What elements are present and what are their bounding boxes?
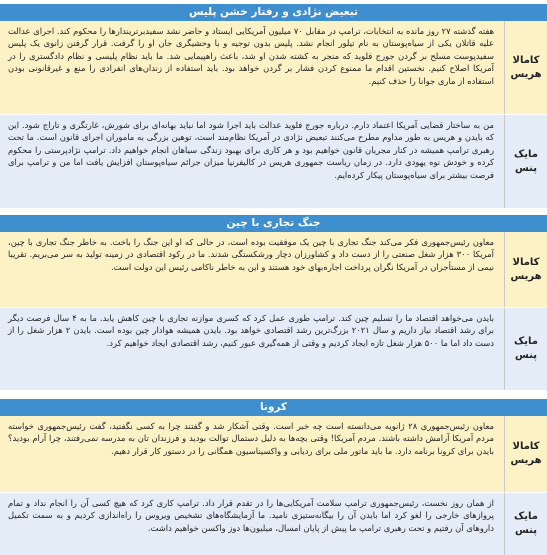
row-harris-corona — [0, 416, 547, 492]
statement-text: معاون رئیس‌جمهوری فکر می‌کند جنگ تجاری با چین یک موفقیت بوده است، در حالی که او این جنگ را باخت. به خاطر جنگ تجاری با چین، آمریکا ۳۰۰ هزار شغل صنعتی را از دست داد و کشاورزان دچار ورشکستگی شدند. ما در رکود اقتصادی در زمینه تولید به سر می‌بریم. تقریبا نیمی از مستأجران در آمریکا نگران پرداخت اجاره‌بهای خود هستند و این به خاطر ناکامی رئیس این دولت است. — [8, 237, 494, 272]
speaker-label — [504, 493, 547, 555]
speaker-label — [504, 308, 547, 390]
speaker-first-name: کامالا — [512, 256, 540, 268]
row-harris-trade — [0, 232, 547, 307]
row-pence-corona — [0, 493, 547, 555]
row-pence-trade — [0, 308, 547, 390]
speaker-first-name: مایک — [514, 148, 538, 160]
speaker-last-name: پنس — [515, 350, 537, 361]
speaker-first-name: مایک — [514, 336, 538, 347]
speaker-label — [504, 115, 547, 208]
speaker-last-name: هریس — [510, 270, 542, 282]
statement-text: من به ساختار قضایی آمریکا اعتماد دارم. درباره جورج فلوید عدالت باید اجرا شود اما نباید بهانه‌ای برای شورش، غارتگری و تاراج شود. این که بایدن و هریس به طور مداوم مطرح می‌کنند تبعیض نژادی در آمریکا نظام‌مند است، توهین بزرگی به ماموران اجرای قانون است. ما تحت رهبری ترامپ همیشه در کنار مجریان قانون خواهیم بود و هر کاری برای بهبود زندگی سیاهان انجام خواهیم داد. ترامپ نژادپرستی را محکوم کرده و خودش نوه یهودی دارد. در زمان ریاست جمهوری هریس در کالیفرنیا میزان جرائم سیاه‌پوستان افزایش یافت اما من و ترامپ برای فرصت بیشتر برای سیاه‌پوستان پیکار کرده‌ایم. — [8, 120, 494, 180]
section-title-trade-war: جنگ تجاری با چین — [0, 215, 547, 232]
statement-text: هفته گذشته ۲۷ روز مانده به انتخابات، ترامپ در مقابل ۷۰ میلیون آمریکایی ایستاد و حاضر نشد سفیدبرتریندارها را محکوم کند. اجرای عدالت علیه قاتلان یکی از سیاه‌پوستان به نام تیلور انجام نشد. پلیس بدون توجیه و با وحشیگری جان او را گرفت. قرار گرفتن زانوی یک پلیس سفیدپوست مسلح بر گردن جورج فلوید که منجر به کشته شدن او شد، باعث راهپیمایی شد. ما باید نظام پلیسی و نظام دادگستری را در آمریکا اصلاح کنیم. نخستین اقدام ما ممنوع کردن فشار بر گردن خواهد بود. باید استفاده از زندان‌های انفرادی را منع و غیرقانونی بودن استفاده از ماری جوانا را حذف کنیم. — [8, 26, 494, 86]
statement-text: بایدن می‌خواهد اقتصاد ما را تسلیم چین کند. ترامپ طوری عمل کرد که کسری موازنه تجاری با چین کاهش یابد. ما به ۴ سال فرصت دیگر برای رشد اقتصاد نیاز داریم و سال ۲۰۲۱ بزرگ‌ترین رشد اقتصادی خواهد بود. بایدن همیشه هوادار چین بوده است. بایدن ۲ هزار شغل را از دست داد اما ما ۵۰۰ هزار شغل تازه ایجاد کردیم و وقتی از همه‌گیری عبور کنیم، رشد اقتصادی ایجاد خواهیم کرد. — [8, 313, 494, 348]
row-pence-racism — [0, 115, 547, 208]
section-title-racism: تبعیض نژادی و رفتار خشن پلیس — [0, 4, 547, 21]
speaker-first-name: کامالا — [512, 441, 540, 452]
speaker-label — [504, 416, 547, 492]
statement-text: معاون رئیس‌جمهوری ۲۸ ژانویه می‌دانسته است چه خبر است. وقتی آشکار شد و گفتند چرا به کسی نگفتید، گفت رئیس‌جمهوری خواسته مردم آمریکا آرامش داشته باشند. مردم آمریکا! وقتی بچه‌ها به دلیل دستمال توالت بودید و فرزندان تان به مدرسه نمی‌رفتند، چرا آرام بودید؟ بایدن برای کرونا برنامه دارد. ما باید ماتور ملی برای ردیابی و واکسیناسیون همگانی را در دستور کار قرار دهیم. — [8, 421, 494, 456]
speaker-label — [504, 21, 547, 114]
row-harris-racism — [0, 21, 547, 114]
section-title-corona: کرونا — [0, 399, 547, 416]
speaker-last-name: هریس — [510, 68, 542, 80]
speaker-first-name: مایک — [514, 511, 538, 522]
speaker-last-name: پنس — [515, 162, 537, 174]
speaker-last-name: هریس — [510, 455, 542, 466]
speaker-first-name: کامالا — [512, 54, 540, 66]
speaker-last-name: پنس — [515, 525, 537, 536]
speaker-label — [504, 232, 547, 307]
statement-text: از همان روز نخست، رئیس‌جمهوری ترامپ سلامت آمریکایی‌ها را در تقدم قرار داد. ترامپ کاری کرد که هیچ کسی آن را انجام نداد و تمام پروازهای خارجی را لغو کرد اما بایدن آن را بیگانه‌ستیزی نامید. ما آزمایشگاه‌های تشخیص ویروس را راه‌اندازی کردیم و به سمت تکمیل داروهای آن رفتیم و تحت رهبری ترامپ ما پیش از پایان امسال، میلیون‌ها دوز واکسن خواهیم داشت. — [8, 498, 494, 533]
